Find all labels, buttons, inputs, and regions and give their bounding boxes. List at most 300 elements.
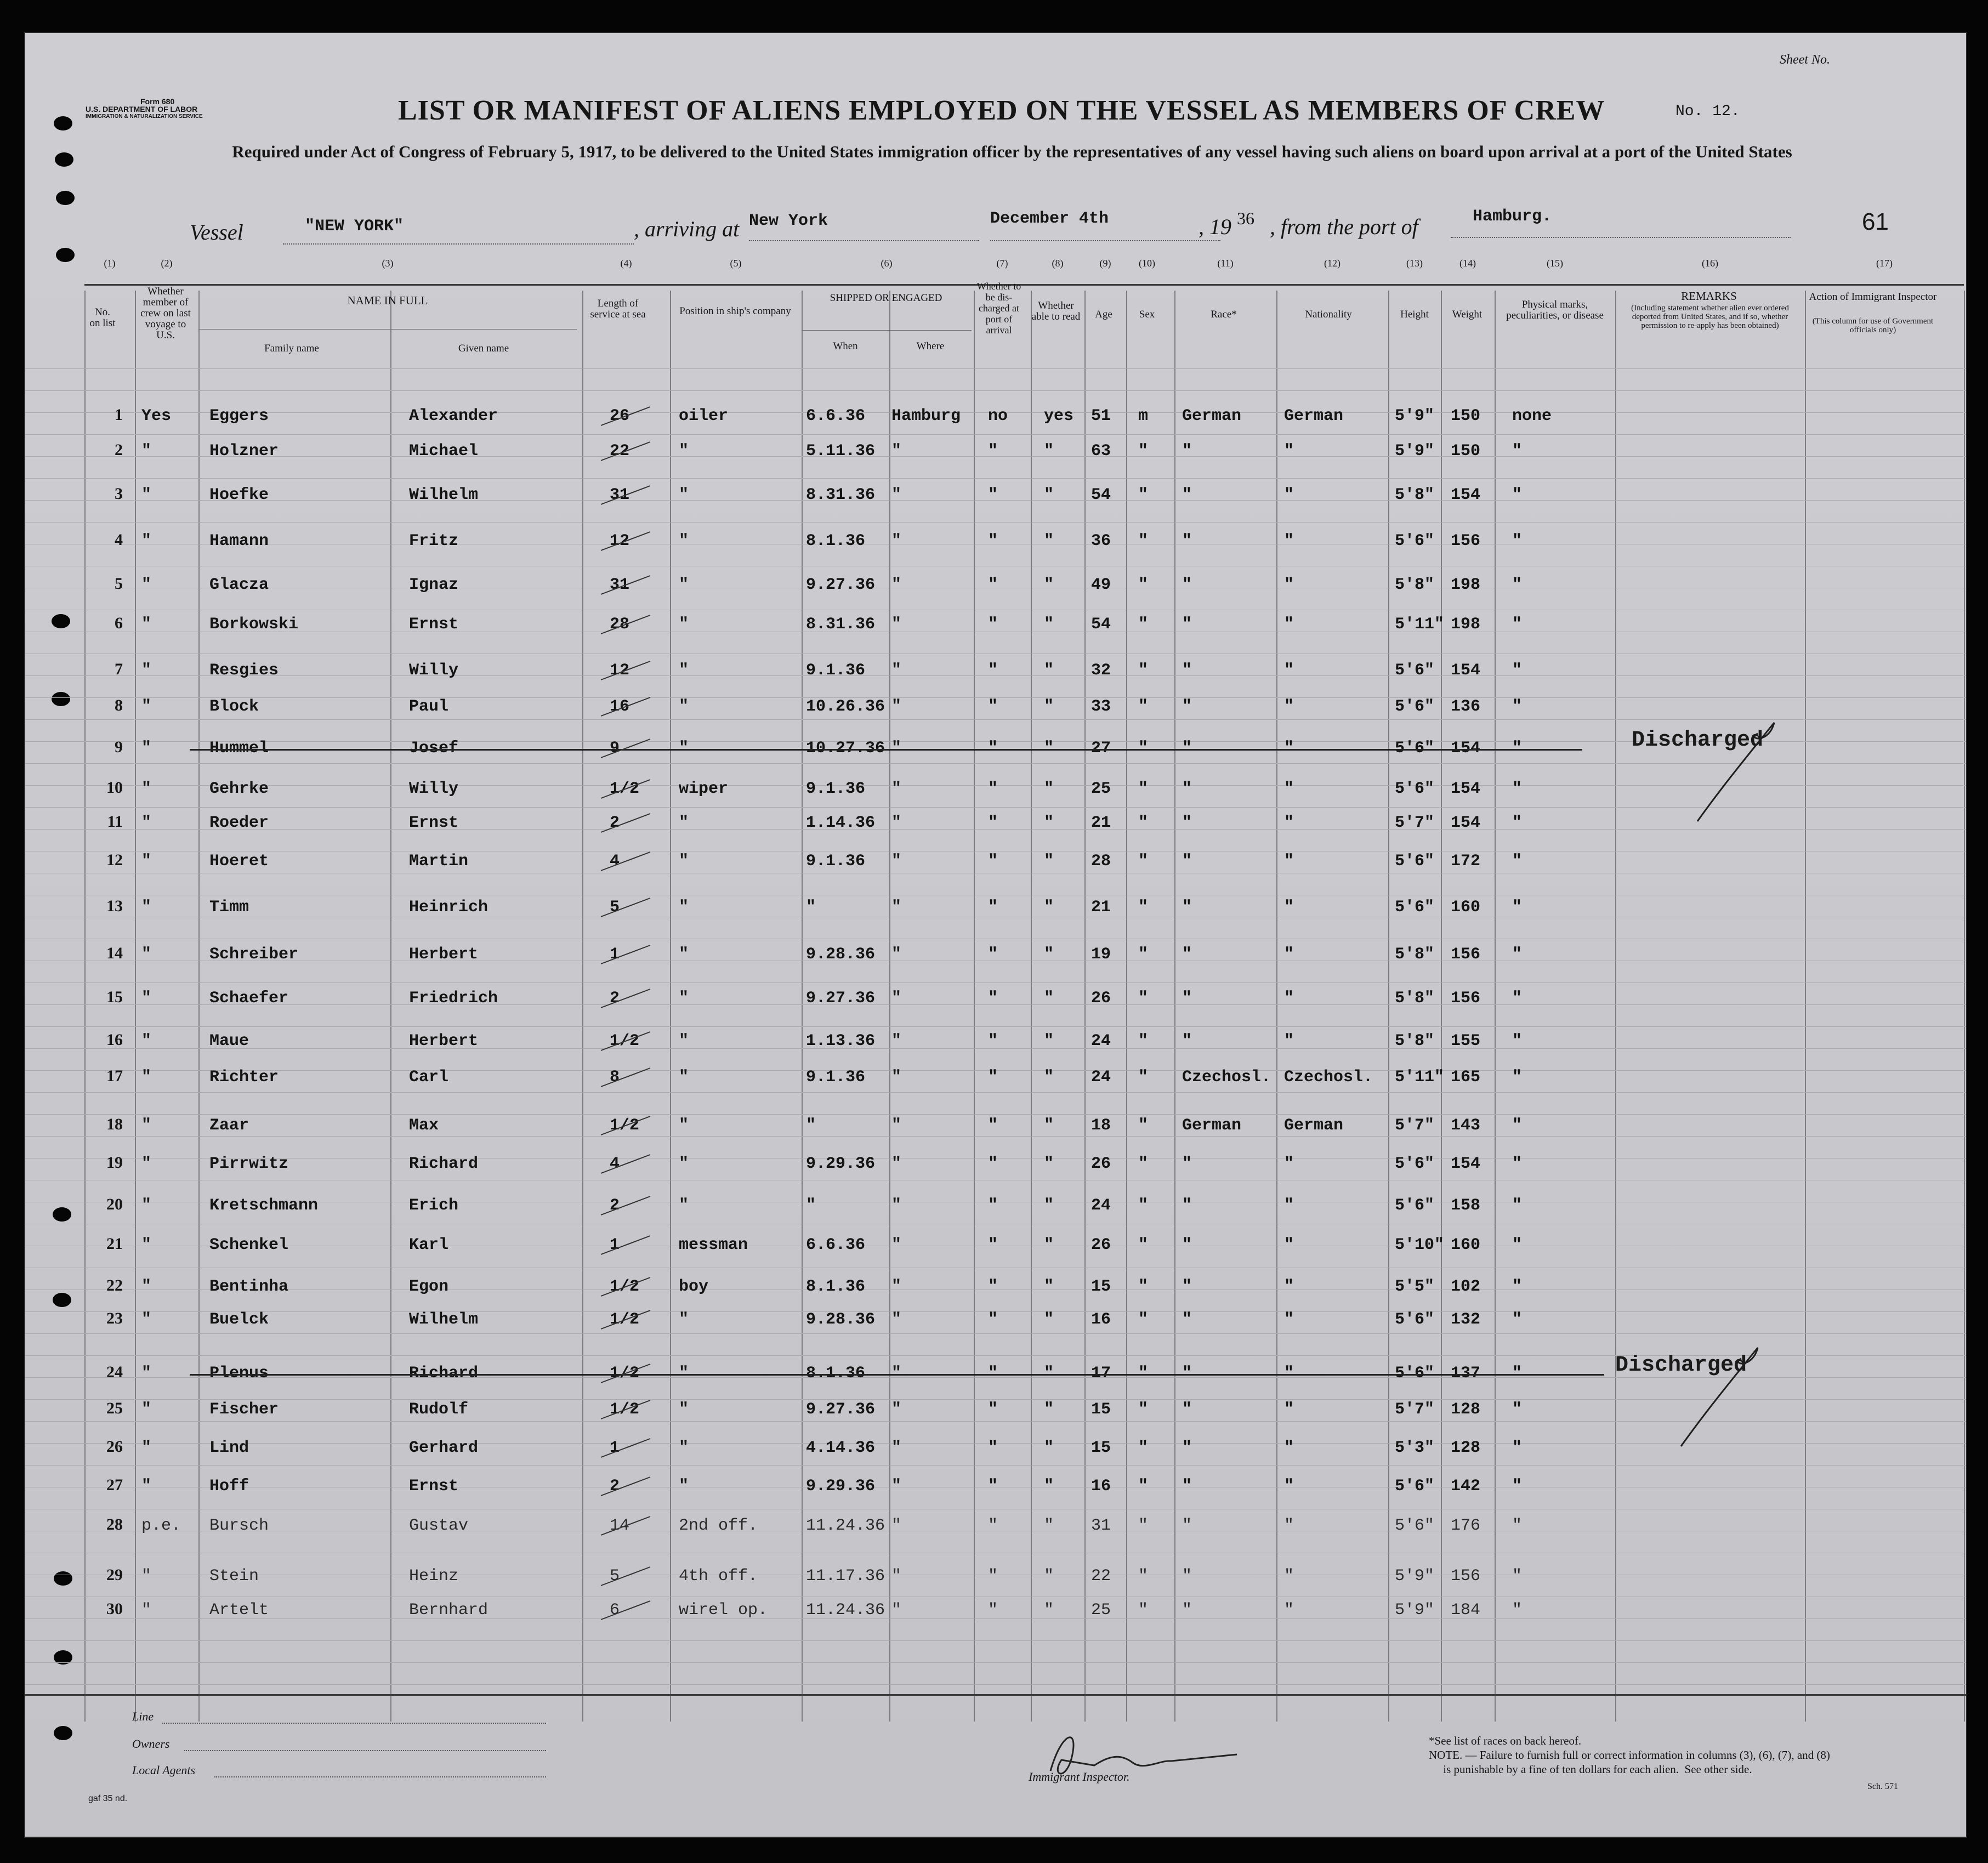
row-rule [25,1465,1966,1466]
column-number: (1) [104,258,116,269]
cell-member: " [141,1310,152,1329]
tally-mark [595,1151,656,1179]
row-number: 18 [106,1115,123,1133]
remark-check-mark [1692,717,1780,827]
cell-race: " [1182,576,1192,594]
print-code: gaf 35 nd. [88,1794,128,1803]
row-number: 12 [106,851,123,869]
cell-family: Gehrke [209,780,269,798]
cell-position: wiper [679,780,729,798]
column-rule [1084,291,1086,1722]
cell-when: 1.14.36 [806,814,876,832]
tally-mark [595,1397,656,1424]
cell-position: " [679,1439,689,1457]
cell-position: " [679,739,689,758]
row-number: 8 [115,696,123,714]
cell-age: 54 [1091,486,1111,504]
row-number: 7 [115,660,123,678]
cell-length: 1/2 [610,780,640,798]
header-nationality: Nationality [1305,309,1352,320]
cell-marks: " [1512,780,1523,798]
column-number: (2) [161,258,173,269]
cell-read: " [1044,898,1054,917]
row-number: 24 [106,1363,123,1381]
cell-read: " [1044,1032,1054,1050]
cell-sex: " [1138,576,1149,594]
cell-weight: 156 [1451,1567,1481,1586]
cell-sex: " [1138,1310,1149,1329]
header-action-inspector: Action of Immigrant Inspector [1809,291,1937,303]
cell-family: Hoeret [209,852,269,871]
cell-given: Richard [409,1364,479,1383]
cell-weight: 172 [1451,852,1481,871]
cell-position: " [679,1400,689,1419]
cell-discharged: " [988,1277,998,1296]
cell-height: 5'11" [1395,615,1445,634]
cell-sex: " [1138,1567,1149,1586]
cell-weight: 128 [1451,1400,1481,1419]
column-rule [1964,291,1965,1722]
column-rule [1495,291,1496,1722]
line-label: Line [132,1709,154,1723]
cell-nationality: " [1284,1032,1294,1050]
cell-when: 9.27.36 [806,576,876,594]
cell-weight: 154 [1451,780,1481,798]
column-rule [1388,291,1389,1722]
tally-mark [595,572,656,600]
cell-family: Hoff [209,1477,249,1496]
column-rule [1174,291,1175,1722]
cell-marks: " [1512,697,1523,716]
cell-where: " [891,1116,902,1135]
column-number: (7) [996,258,1008,269]
row-number: 5 [115,575,123,593]
cell-given: Gerhard [409,1439,479,1457]
cell-discharged: " [988,1068,998,1087]
cell-member: " [141,1601,152,1620]
cell-marks: " [1512,1155,1523,1173]
cell-weight: 158 [1451,1196,1481,1215]
cell-marks: " [1512,442,1523,461]
cell-where: " [891,780,902,798]
row-rule [25,368,1966,369]
cell-weight: 198 [1451,615,1481,634]
cell-read: " [1044,697,1054,716]
cell-read: yes [1044,407,1074,425]
column-rule [1126,291,1127,1722]
cell-sex: " [1138,1236,1149,1254]
cell-age: 18 [1091,1116,1111,1135]
cell-when: 9.28.36 [806,945,876,964]
cell-nationality: " [1284,661,1294,680]
cell-marks: " [1512,1400,1523,1419]
cell-family: Stein [209,1567,259,1586]
tally-mark [595,439,656,466]
cell-discharged: " [988,1196,998,1215]
cell-when: 9.27.36 [806,1400,876,1419]
row-rule [25,1136,1966,1137]
cell-discharged: " [988,945,998,964]
cell-family: Hamann [209,532,269,550]
cell-when: " [806,898,816,917]
column-rule [390,291,391,1722]
cell-race: German [1182,1116,1242,1135]
cell-sex: " [1138,1364,1149,1383]
cell-position: 4th off. [679,1567,758,1586]
column-rule [135,291,136,1722]
cell-discharged: " [988,989,998,1008]
cell-race: " [1182,945,1192,964]
cell-race: " [1182,615,1192,634]
cell-discharged: " [988,697,998,716]
cell-read: " [1044,1601,1054,1620]
cell-race: " [1182,1567,1192,1586]
cell-age: 33 [1091,697,1111,716]
cell-discharged: " [988,739,998,758]
cell-marks: " [1512,739,1523,758]
form-header [86,98,203,121]
arrival-port: New York [749,212,828,230]
schedule-code: Sch. 571 [1867,1782,1898,1791]
cell-nationality: Czechosl. [1284,1068,1373,1087]
cell-read: " [1044,1068,1054,1087]
page-subtitle: Required under Act of Congress of February 5, 1917, to be delivered to the United States immigration officer by the representatives of any vessel having such aliens on board upon arrival at a port of the United States [232,142,1792,161]
cell-age: 27 [1091,739,1111,758]
service-name: IMMIGRATION & NATURALIZATION SERVICE [86,113,203,120]
tally-mark [595,658,656,685]
cell-length: 1/2 [610,1310,640,1329]
cell-age: 26 [1091,1155,1111,1173]
cell-age: 54 [1091,615,1111,634]
cell-family: Pirrwitz [209,1155,289,1173]
cell-given: Paul [409,697,449,716]
cell-position: " [679,661,689,680]
cell-race: " [1182,697,1192,716]
inspector-label: Immigrant Inspector. [1029,1770,1130,1784]
cell-weight: 165 [1451,1068,1481,1087]
cell-family: Lind [209,1439,249,1457]
cell-race: " [1182,814,1192,832]
cell-family: Schaefer [209,989,289,1008]
cell-race: Czechosl. [1182,1068,1271,1087]
cell-family: Plenus [209,1364,269,1383]
header-given-name: Given name [458,343,509,354]
cell-discharged: " [988,1364,998,1383]
cell-marks: " [1512,1277,1523,1296]
column-rule [1805,291,1806,1722]
column-rule [974,291,975,1722]
cell-when: 6.6.36 [806,1236,866,1254]
cell-weight: 198 [1451,576,1481,594]
footer-note: *See list of races on back hereof. NOTE. — Failure to furnish full or correct information in columns (3), (6), (7), and (8) is punishable by a fine of ten dollars for each alien. See other side. [1429,1734,1830,1776]
manifest-number: No. 12. [1675,103,1740,120]
cell-sex: " [1138,697,1149,716]
header-shipped-engaged: SHIPPED OR ENGAGED [830,292,942,304]
row-rule [25,1640,1966,1641]
cell-length: 1/2 [610,1032,640,1050]
row-rule [25,478,1966,479]
cell-where: " [891,739,902,758]
cell-member: " [141,1116,152,1135]
row-number: 22 [106,1276,123,1294]
cell-member: " [141,1196,152,1215]
cell-length: 4 [610,852,620,871]
cell-where: " [891,486,902,504]
header-where: Where [916,340,945,352]
cell-when: 9.28.36 [806,1310,876,1329]
cell-marks: " [1512,1516,1523,1535]
cell-race: " [1182,898,1192,917]
row-rule [25,390,1966,391]
cell-read: " [1044,442,1054,461]
cell-race: " [1182,1477,1192,1496]
cell-race: German [1182,407,1242,425]
cell-nationality: German [1284,1116,1344,1135]
cell-length: 1 [610,945,620,964]
cell-height: 5'7" [1395,1400,1435,1419]
cell-given: Ernst [409,814,459,832]
cell-read: " [1044,615,1054,634]
cell-when: 6.6.36 [806,407,866,425]
table-top-rule [84,284,1964,286]
cell-family: Resgies [209,661,279,680]
cell-length: 2 [610,1196,620,1215]
cell-given: Egon [409,1277,449,1296]
owners-label: Owners [132,1737,170,1751]
cell-nationality: German [1284,407,1344,425]
cell-position: " [679,486,689,504]
cell-where: " [891,814,902,832]
column-rule [670,291,671,1722]
cell-position: " [679,697,689,716]
cell-race: " [1182,852,1192,871]
cell-where: " [891,1516,902,1535]
cell-member: " [141,1068,152,1087]
cell-member: " [141,1364,152,1383]
cell-when: " [806,1196,816,1215]
cell-discharged: " [988,1516,998,1535]
cell-weight: 184 [1451,1601,1481,1620]
cell-position: 2nd off. [679,1516,758,1535]
cell-read: " [1044,486,1054,504]
column-rule [1276,291,1277,1722]
cell-when: 10.26.36 [806,697,885,716]
cell-read: " [1044,1364,1054,1383]
row-number: 9 [115,738,123,756]
cell-length: 6 [610,1601,620,1620]
row-rule [25,1421,1966,1422]
cell-marks: " [1512,1068,1523,1087]
cell-given: Friedrich [409,989,498,1008]
punch-hole [52,692,70,706]
cell-nationality: " [1284,1477,1294,1496]
cell-discharged: " [988,1155,998,1173]
cell-member: " [141,945,152,964]
cell-weight: 154 [1451,661,1481,680]
cell-marks: " [1512,1236,1523,1254]
tally-mark [595,694,656,722]
cell-where: " [891,1310,902,1329]
cell-position: wirel op. [679,1601,768,1620]
arrival-date: December 4th [990,209,1109,228]
cell-nationality: " [1284,576,1294,594]
cell-nationality: " [1284,1236,1294,1254]
cell-where: " [891,697,902,716]
cell-nationality: " [1284,814,1294,832]
cell-family: Artelt [209,1601,269,1620]
cell-marks: none [1512,407,1552,425]
cell-when: 5.11.36 [806,442,876,461]
cell-weight: 142 [1451,1477,1481,1496]
cell-nationality: " [1284,898,1294,917]
cell-position: " [679,615,689,634]
row-rule [25,1092,1966,1093]
cell-race: " [1182,1439,1192,1457]
cell-sex: " [1138,532,1149,550]
cell-where: " [891,945,902,964]
cell-member: " [141,1032,152,1050]
cell-given: Max [409,1116,439,1135]
cell-read: " [1044,576,1054,594]
cell-height: 5'8" [1395,945,1435,964]
cell-member: " [141,1439,152,1457]
cell-where: " [891,532,902,550]
cell-nationality: " [1284,945,1294,964]
cell-where: " [891,615,902,634]
cell-weight: 102 [1451,1277,1481,1296]
cell-nationality: " [1284,1364,1294,1383]
cell-height: 5'9" [1395,442,1435,461]
cell-discharged: " [988,814,998,832]
tally-mark [595,1274,656,1302]
cell-member: Yes [141,407,172,425]
cell-when: 11.17.36 [806,1567,885,1586]
cell-nationality: " [1284,442,1294,461]
cell-age: 51 [1091,407,1111,425]
cell-sex: " [1138,898,1149,917]
cell-given: Ernst [409,1477,459,1496]
cell-discharged: " [988,780,998,798]
cell-given: Wilhelm [409,486,479,504]
cell-nationality: " [1284,1277,1294,1296]
cell-nationality: " [1284,1567,1294,1586]
tally-mark [595,482,656,510]
cell-weight: 154 [1451,486,1481,504]
cell-sex: " [1138,1068,1149,1087]
cell-height: 5'3" [1395,1439,1435,1457]
punch-hole [54,1726,72,1740]
cell-position: " [679,1032,689,1050]
row-rule [25,1684,1966,1685]
cell-race: " [1182,739,1192,758]
cell-member: " [141,1400,152,1419]
cell-given: Wilhelm [409,1310,479,1329]
row-number: 6 [115,614,123,632]
cell-when: 4.14.36 [806,1439,876,1457]
cell-marks: " [1512,945,1523,964]
cell-read: " [1044,1155,1054,1173]
cell-length: 31 [610,576,630,594]
cell-marks: " [1512,1601,1523,1620]
cell-when: 11.24.36 [806,1601,885,1620]
punch-hole [54,1571,72,1586]
row-number: 30 [106,1600,123,1618]
column-number: (9) [1099,258,1111,269]
tally-mark [595,1307,656,1334]
row-number: 23 [106,1309,123,1327]
column-number: (6) [881,258,893,269]
cell-nationality: " [1284,989,1294,1008]
strikethrough-line [190,1374,1604,1376]
cell-height: 5'6" [1395,739,1435,758]
cell-read: " [1044,1310,1054,1329]
cell-discharged: " [988,1400,998,1419]
tally-mark [595,942,656,969]
cell-family: Buelck [209,1310,269,1329]
cell-where: " [891,989,902,1008]
cell-length: 2 [610,814,620,832]
header-name-in-full: NAME IN FULL [347,294,428,307]
cell-position: " [679,532,689,550]
form-number: Form 680 [140,97,175,106]
row-rule [25,982,1966,983]
cell-height: 5'7" [1395,814,1435,832]
punch-hole [52,614,70,628]
cell-marks: " [1512,1477,1523,1496]
cell-read: " [1044,739,1054,758]
cell-when: 8.31.36 [806,486,876,504]
column-number: (3) [382,258,394,269]
cell-when: 8.1.36 [806,1277,866,1296]
cell-nationality: " [1284,1196,1294,1215]
cell-sex: " [1138,1601,1149,1620]
cell-age: 15 [1091,1277,1111,1296]
cell-weight: 137 [1451,1364,1481,1383]
cell-member: p.e. [141,1516,181,1535]
cell-family: Hoefke [209,486,269,504]
cell-length: 1/2 [610,1400,640,1419]
cell-race: " [1182,442,1192,461]
cell-nationality: " [1284,486,1294,504]
tally-mark [595,529,656,556]
cell-height: 5'8" [1395,989,1435,1008]
cell-given: Josef [409,739,459,758]
cell-member: " [141,989,152,1008]
cell-when: 8.31.36 [806,615,876,634]
cell-marks: " [1512,1364,1523,1383]
cell-read: " [1044,1477,1054,1496]
cell-sex: " [1138,945,1149,964]
cell-height: 5'8" [1395,1032,1435,1050]
tally-mark [595,1193,656,1220]
cell-discharged: no [988,407,1008,425]
tally-mark [595,1435,656,1463]
tally-mark [595,736,656,763]
cell-weight: 176 [1451,1516,1481,1535]
cell-length: 28 [610,615,630,634]
row-number: 2 [115,441,123,459]
cell-when: 1.13.36 [806,1032,876,1050]
row-rule [25,434,1966,435]
cell-length: 1/2 [610,1116,640,1135]
cell-given: Bernhard [409,1601,489,1620]
cell-height: 5'8" [1395,576,1435,594]
cell-read: " [1044,852,1054,871]
cell-nationality: " [1284,739,1294,758]
cell-marks: " [1512,1310,1523,1329]
header-remarks: REMARKS [1681,289,1737,303]
cell-where: " [891,1196,902,1215]
